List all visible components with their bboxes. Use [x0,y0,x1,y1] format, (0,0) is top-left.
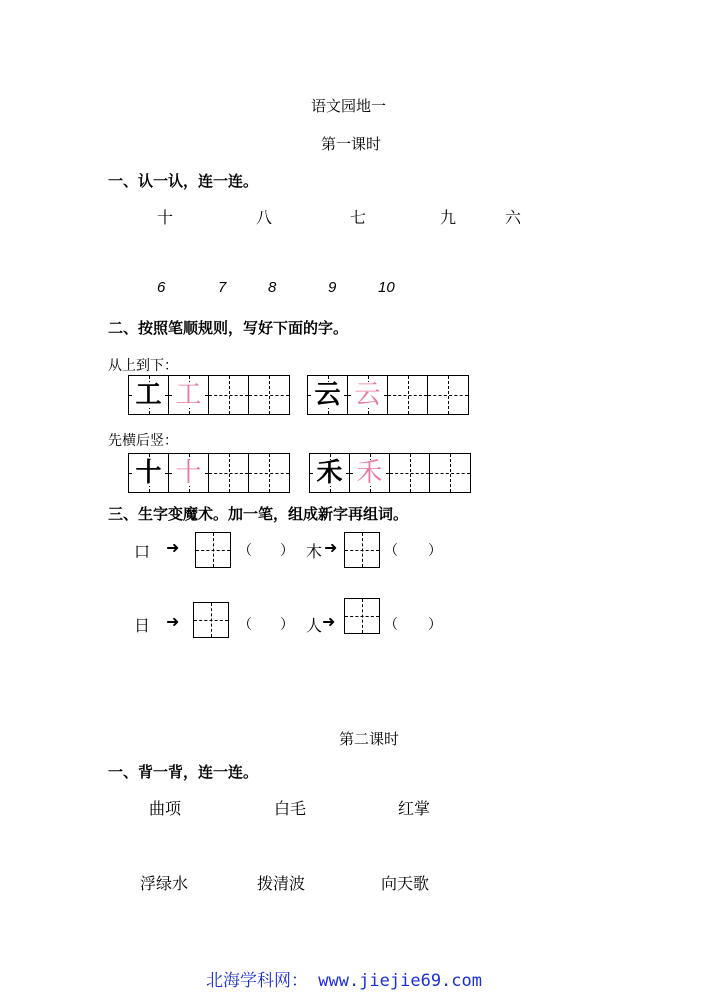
paren-open: （ [238,543,252,559]
writing-grid-gong [128,375,290,415]
answer-char-box[interactable] [344,598,380,634]
grid-cell-model [129,454,169,492]
grid-cell-trace [169,454,209,492]
writing-grid-he [309,453,471,493]
paren-close: ） [428,543,442,559]
arrow-right-icon: ➜ [166,612,180,631]
paren-close: ） [280,617,294,633]
footer-watermark-link[interactable]: 北海学科网： www.jiejie69.com [206,971,482,991]
q1-heading: 一、认一认，连一连。 [108,172,259,190]
q1-chinese-numeral: 十 [157,208,174,227]
q1-arabic-number: 10 [378,279,395,296]
poem-phrase: 向天歌 [381,874,430,893]
q3-base-char: 木 [306,542,323,561]
grid-cell-trace [169,376,209,414]
poem-phrase: 白毛 [274,799,307,818]
model-char: 云 [314,380,341,410]
grid-cell-model [310,454,350,492]
grid-cell-blank[interactable] [209,376,249,414]
q1-chinese-numeral: 九 [440,208,457,227]
grid-cell-blank[interactable] [249,376,289,414]
paren-close: ） [280,543,294,559]
q3-base-char: 人 [306,616,323,635]
q3-base-char: 口 [134,542,151,561]
q1-arabic-number: 9 [328,279,337,296]
q3-heading: 三、生字变魔术。加一笔，组成新字再组词。 [108,505,409,523]
q1-chinese-numeral: 八 [256,208,273,227]
answer-char-box[interactable] [193,602,229,638]
q2-rule-horizontal-first: 先横后竖： [108,433,178,449]
grid-cell-blank[interactable] [209,454,249,492]
poem-phrase: 红掌 [398,799,431,818]
trace-char: 工 [175,380,202,410]
poem-phrase: 曲项 [149,799,182,818]
answer-char-box[interactable] [344,532,380,568]
grid-cell-trace [348,376,388,414]
q2-heading: 二、按照笔顺规则，写好下面的字。 [108,319,349,337]
q1-arabic-number: 8 [268,279,277,296]
q1-chinese-numeral: 七 [350,208,367,227]
page-title: 语文园地一 [311,97,387,115]
model-char: 十 [135,458,162,488]
q4-heading: 一、背一背，连一连。 [108,763,259,781]
grid-cell-blank[interactable] [390,454,430,492]
arrow-right-icon: ➜ [322,612,336,631]
grid-cell-model [308,376,348,414]
model-char: 禾 [316,458,343,488]
arrow-right-icon: ➜ [324,538,338,557]
model-char: 工 [135,380,162,410]
lesson-2-title: 第二课时 [339,730,400,748]
paren-close: ） [428,617,442,633]
grid-cell-blank[interactable] [428,376,468,414]
grid-cell-blank[interactable] [430,454,470,492]
grid-cell-blank[interactable] [249,454,289,492]
trace-char: 禾 [356,458,383,488]
poem-phrase: 拨清波 [257,874,306,893]
answer-char-box[interactable] [195,532,231,568]
q3-base-char: 日 [134,616,151,635]
grid-cell-trace [350,454,390,492]
q1-chinese-numeral: 六 [505,208,522,227]
paren-open: （ [238,617,252,633]
poem-phrase: 浮绿水 [140,874,189,893]
lesson-1-title: 第一课时 [321,135,382,153]
grid-cell-blank[interactable] [388,376,428,414]
arrow-right-icon: ➜ [166,538,180,557]
paren-open: （ [384,543,398,559]
q1-arabic-number: 6 [157,279,166,296]
grid-cell-model [129,376,169,414]
q2-rule-top-to-bottom: 从上到下： [108,358,178,374]
trace-char: 云 [354,380,381,410]
writing-grid-shi [128,453,290,493]
paren-open: （ [384,617,398,633]
writing-grid-yun [307,375,469,415]
trace-char: 十 [175,458,202,488]
q1-arabic-number: 7 [218,279,227,296]
